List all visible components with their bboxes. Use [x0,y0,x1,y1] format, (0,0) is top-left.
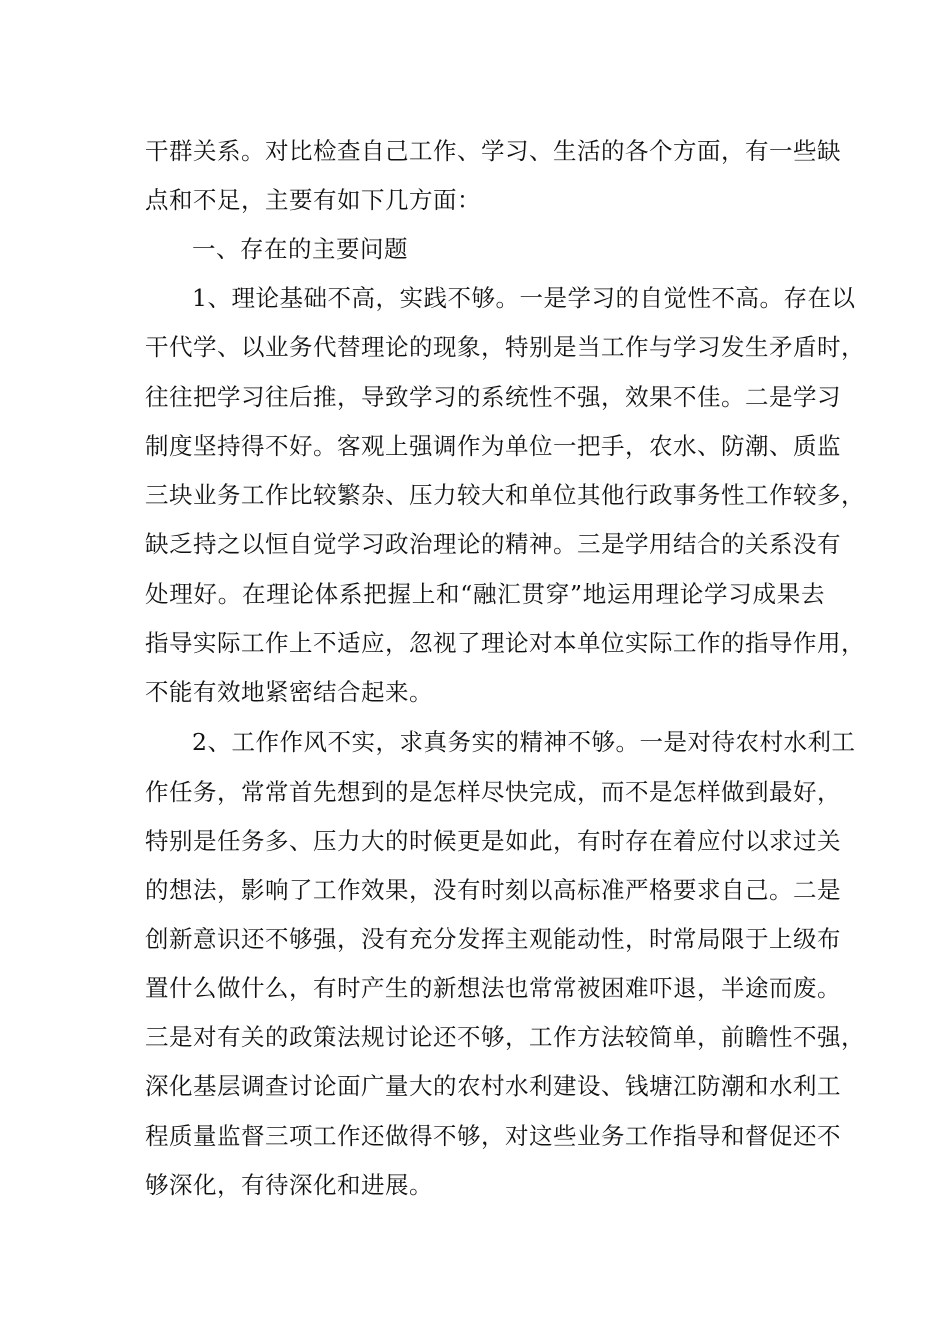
paragraph-first-line: 1、理论基础不高，实践不够。一是学习的自觉性不高。存在以 [192,284,856,312]
text-line: 特别是任务多、压力大的时候更是如此，有时存在着应付以求过关 [145,827,841,855]
paragraph-first-line: 2、工作作风不实，求真务实的精神不够。一是对待农村水利工 [192,728,856,756]
text-line: 干群关系。对比检查自己工作、学习、生活的各个方面，有一些缺 [145,137,841,165]
text-line: 的想法，影响了工作效果，没有时刻以高标准严格要求自己。二是 [145,876,841,904]
text-line: 往往把学习往后推，导致学习的系统性不强，效果不佳。二是学习 [145,383,841,411]
text-line: 三块业务工作比较繁杂、压力较大和单位其他行政事务性工作较多， [145,481,865,509]
text-line: 三是对有关的政策法规讨论还不够，工作方法较简单，前瞻性不强， [145,1023,865,1051]
text-line: 作任务，常常首先想到的是怎样尽快完成，而不是怎样做到最好， [145,778,841,806]
text-line: 指导实际工作上不适应，忽视了理论对本单位实际工作的指导作用， [145,629,865,657]
text-line: 创新意识还不够强，没有充分发挥主观能动性，时常局限于上级布 [145,925,841,953]
text-line: 不能有效地紧密结合起来。 [145,678,433,706]
text-line: 处理好。在理论体系把握上和“融汇贯穿”地运用理论学习成果去 [145,580,825,608]
text-line: 够深化，有待深化和进展。 [145,1171,433,1199]
text-line: 制度坚持得不好。客观上强调作为单位一把手，农水、防潮、质监 [145,432,841,460]
text-line: 缺乏持之以恒自觉学习政治理论的精神。三是学用结合的关系没有 [145,530,841,558]
text-line: 程质量监督三项工作还做得不够，对这些业务工作指导和督促还不 [145,1122,841,1150]
text-line: 点和不足，主要有如下几方面： [145,186,481,214]
text-line: 置什么做什么，有时产生的新想法也常常被困难吓退，半途而废。 [145,974,841,1002]
section-heading: 一、存在的主要问题 [192,235,408,263]
text-line: 深化基层调查讨论面广量大的农村水利建设、钱塘江防潮和水利工 [145,1072,841,1100]
text-line: 干代学、以业务代替理论的现象，特别是当工作与学习发生矛盾时， [145,333,865,361]
